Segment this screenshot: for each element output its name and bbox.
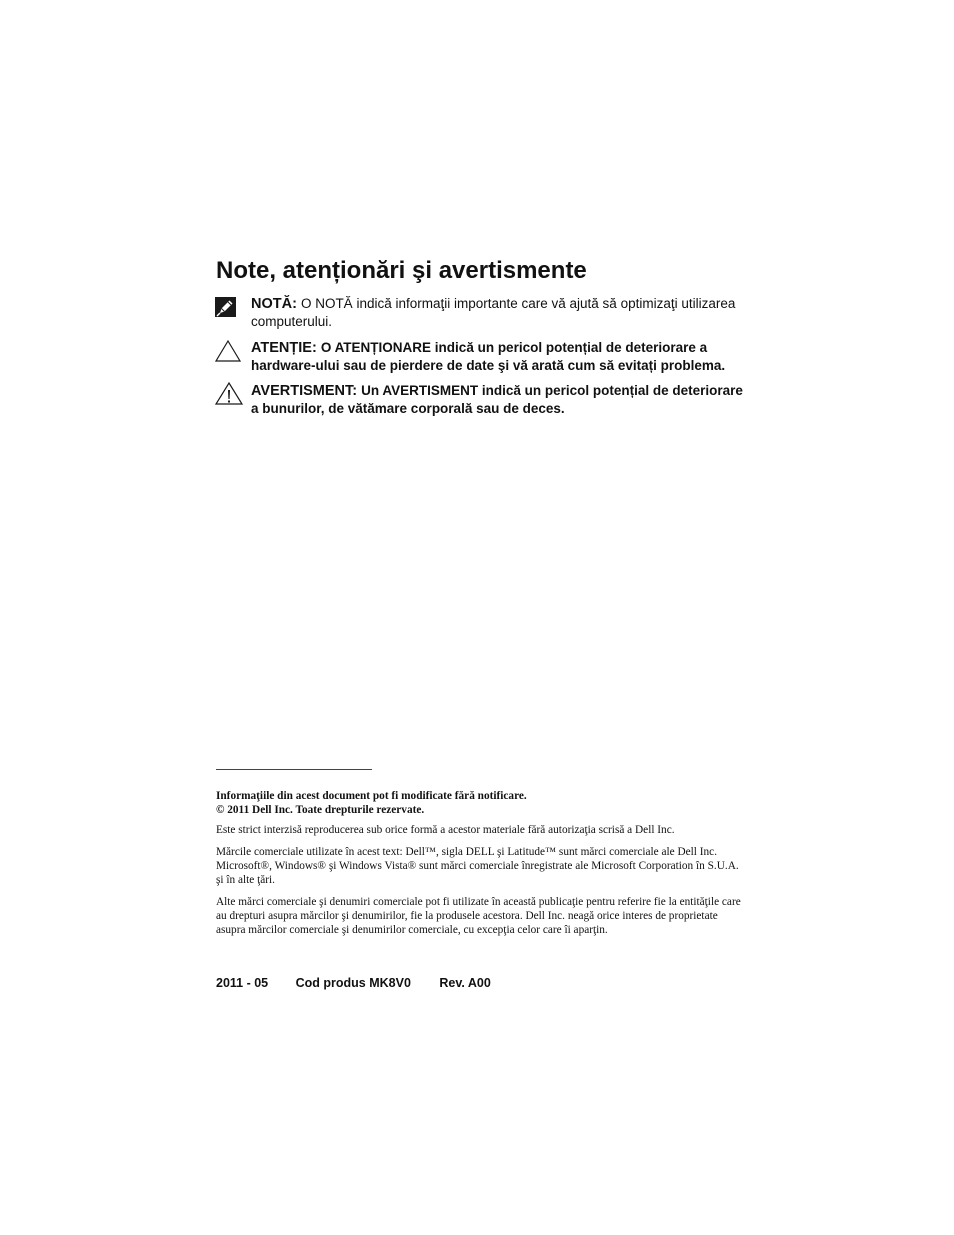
note-label: NOTĂ: (251, 296, 301, 312)
page-title: Note, atenționări şi avertismente (216, 257, 587, 284)
pencil-note-icon (214, 295, 242, 319)
caution-label: ATENȚIE: (251, 340, 321, 356)
caution-notice (214, 339, 754, 379)
revision: Rev. A00 (439, 976, 491, 990)
footnote-divider (216, 769, 372, 770)
trademarks-text: Mărcile comerciale utilizate în acest text: Dell™, sigla DELL şi Latitude™ sunt mărci comerciale ale Dell Inc. Microsoft®, Windows® şi Windows Vista® sunt mărci comerciale înregistrate ale Microsoft Corporation în S.U.A. şi în alte ţări. (216, 846, 739, 886)
note-notice (214, 295, 754, 335)
reproduction-text: Este strict interzisă reproducerea sub orice formă a acestor materiale fără autorizaţia scrisă a Dell Inc. (216, 824, 675, 836)
legal-notice (216, 789, 741, 817)
copyright-line: © 2011 Dell Inc. Toate drepturile rezervate. (216, 804, 425, 816)
warning-triangle-icon (214, 382, 242, 406)
product-code: Cod produs MK8V0 (295, 976, 411, 990)
trademarks-paragraph (216, 845, 741, 887)
other-marks-text: Alte mărci comerciale şi denumiri comerciale pot fi utilizate în această publicaţie pentru referire fie la entităţile care au drepturi asupra mărcilor şi denumirilor, fie la produsele acestora. Dell Inc. neagă orice interes de proprietate asupra mărcilor comerciale şi denumirilor comerciale, cu excepţia celor care îi aparţin. (216, 896, 741, 936)
reproduction-paragraph (216, 823, 741, 837)
warning-text: Un AVERTISMENT indică un pericol potențial de deteriorare a bunurilor, de vătămare corporală sau de deces. (251, 383, 743, 416)
caution-text: O ATENȚIONARE indică un pericol potențial de deteriorare a hardware-ului sau de pierdere de date şi vă arată cum să evitați problema. (251, 340, 726, 373)
note-text: O NOTĂ indică informaţii importante care vă ajută să optimizaţi utilizarea computerului. (251, 296, 736, 329)
other-marks-paragraph (216, 895, 741, 937)
publication-date: 2011 - 05 (216, 976, 269, 990)
warning-notice (214, 382, 754, 422)
document-footer (216, 975, 491, 991)
caution-triangle-icon (214, 339, 242, 363)
warning-label: AVERTISMENT: (251, 383, 362, 399)
modification-notice: Informaţiile din acest document pot fi modificate fără notificare. (216, 790, 527, 802)
